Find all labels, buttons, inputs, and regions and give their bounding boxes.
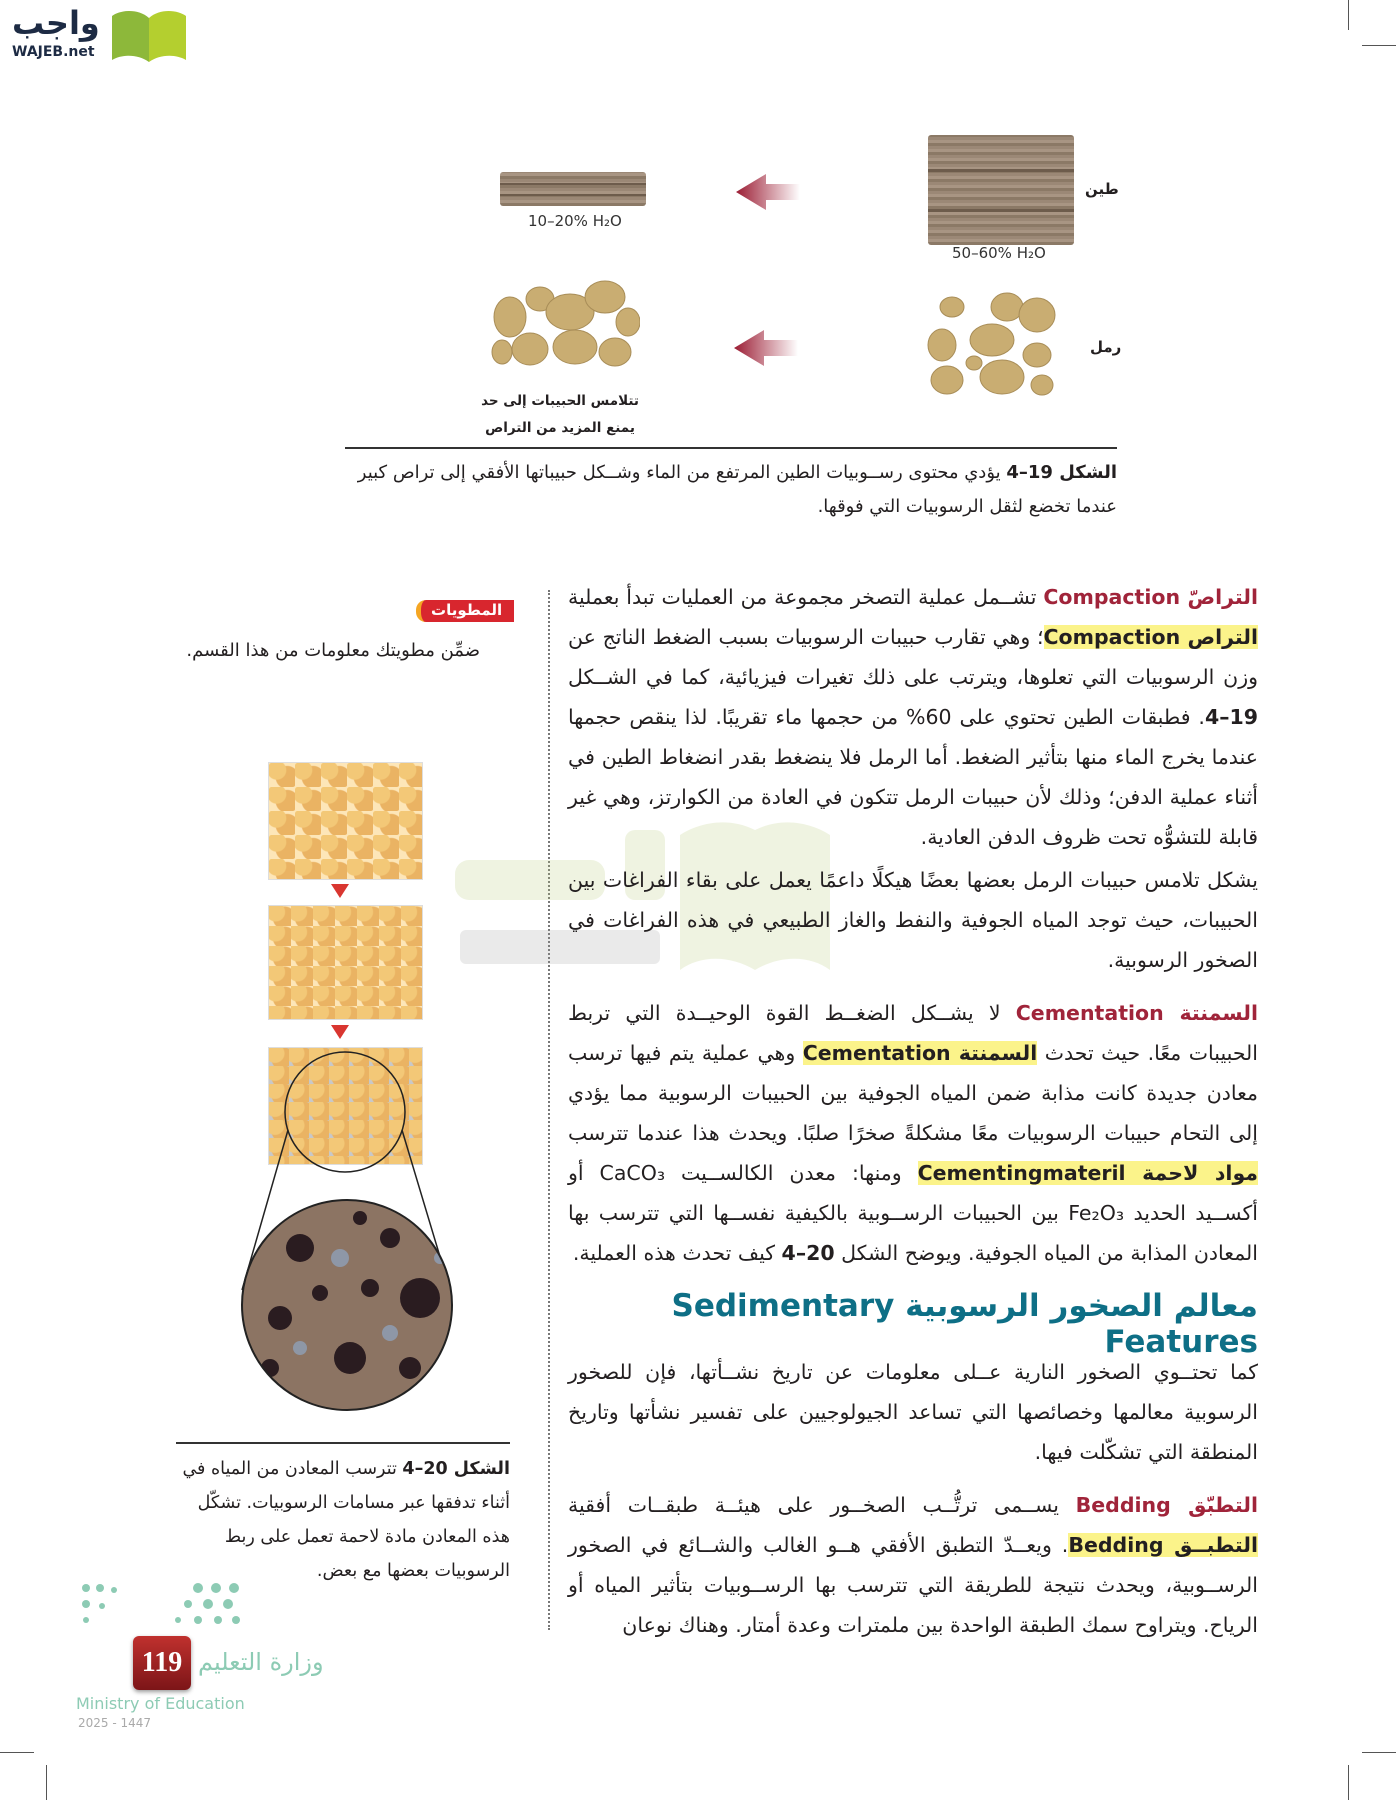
book-icon: [108, 6, 190, 64]
text: يســمى ترتُّــب الصخــور على هيئــة طبقــات أفقية: [568, 1493, 1076, 1517]
sand-loose-image: [922, 285, 1057, 400]
clay-before-image: [928, 135, 1074, 245]
highlight-term: السمنتة Cementation: [802, 1041, 1038, 1065]
text: ؛ وهي تقارب حبيبات الرسوبيات بسبب الضغط الناتج عن وزن الرسوبيات التي تعلوها، ويترتب على ذلك تغيرات فيزيائية، كما في الشــكل: [568, 625, 1258, 689]
text: تشــمل عملية التصخر مجموعة من العمليات تبدأ بعملية: [568, 585, 1044, 609]
sand-label: رمل: [1090, 338, 1122, 356]
highlight-term: مواد لاحمة Cementingmateril: [917, 1161, 1258, 1185]
clay-label: طين: [1085, 180, 1119, 198]
foldable-instruction: ضمِّن مطويتك معلومات من هذا القسم.: [186, 640, 480, 661]
text: لا يشــكل الضغــط القوة الوحيــدة التي تربط الحبيبات معًا. حيث تحدث: [568, 1001, 1258, 1065]
figure-ref[interactable]: 19–4: [1204, 705, 1258, 729]
divider: [176, 1442, 510, 1444]
column-divider: [548, 590, 550, 1630]
page-number: 119: [133, 1636, 191, 1690]
arrow-down-icon: [331, 1025, 349, 1039]
sand-paragraph: يشكل تلامس حبيبات الرمل بعضها بعضًا هيكلًا داعمًا يعمل على بقاء الفراغات بين الحبيبات، حيث توجد المياه الجوفية والنفط والغاز الطبيعي في هذه الفراغات في الصخور الرسوبية.: [568, 868, 1258, 972]
caption-text: تترسب المعادن من المياه في أثناء تدفقها عبر مسامات الرسوبيات. تشكّل هذه المعادن مادة لاحمة تعمل على ربط الرسوبيات بعضها مع بعض.: [182, 1459, 510, 1581]
thin-section-micrograph: [240, 1198, 454, 1412]
foldables-badge: المطويات: [416, 600, 514, 622]
ministry-arabic: وزارة التعليم: [198, 1648, 324, 1676]
term-compaction: التراصّ Compaction: [1043, 585, 1259, 609]
sand-note-line: تتلامس الحبيبات إلى حد: [481, 393, 639, 409]
wajeb-logo[interactable]: [8, 4, 188, 66]
text: . فطبقات الطين تحتوي على 60% من حجمها ماء تقريبًا. لذا ينقص حجمها عندما يخرج الماء منها بتأثير الضغط. أما الرمل فلا ينضغط بقدر انضغاط الطين في أثناء عملية الدفن؛ وذلك لأن حبيبات الرمل تتكون في العادة من الكوارتز، وهي غير قابلة للتشوُّه تحت ظروف الدفن العادية.: [568, 705, 1258, 849]
logo-arabic: واجب: [12, 4, 100, 42]
sand-note-line: يمنع المزيد من التراص: [485, 420, 635, 436]
clay-after-water: 10–20% H₂O: [528, 212, 622, 230]
sand-compacted-note: [470, 388, 650, 442]
crop-mark: [46, 1765, 47, 1800]
bedding-paragraph: [568, 1485, 1258, 1645]
ministry-logo-dots: [78, 1580, 248, 1632]
section-heading: معالم الصخور الرسوبية Sedimentary Features: [671, 1288, 1258, 1360]
highlight-term: التطبــق Bedding: [1068, 1533, 1259, 1557]
clay-after-image: [500, 172, 646, 206]
section-intro: كما تحتــوي الصخور النارية عــلى معلومات عن تاريخ نشــأتها، فإن للصخور الرسوبية معالمها وخصائصها التي تساعد الجيولوجيين على تفسير نشأتها وتاريخ المنطقة التي تشكّلت فيها.: [568, 1360, 1258, 1464]
figure-ref[interactable]: 20–4: [781, 1241, 835, 1265]
loose-grains-image: [268, 762, 423, 880]
ministry-english: Ministry of Education: [76, 1694, 245, 1713]
logo-latin: WAJEB.net: [12, 44, 95, 60]
crop-mark: [1348, 1765, 1349, 1800]
arrow-down-icon: [331, 884, 349, 898]
text: . ويعــدّ التطبق الأفقي هــو الغالب والشــائع في الصخور الرســوبية، ويحدث نتيجة للطريقة التي تترسب بها الرســوبيات بتأثير المياه أو الرياح. ويتراوح سمك الطبقة الواحدة بين ملمترات وعدة أمتار. وهناك نوعان: [568, 1533, 1258, 1637]
text: كيف تحدث هذه العملية.: [572, 1241, 782, 1265]
sand-compacted-image: [490, 277, 640, 372]
caption-text: يؤدي محتوى رســوبيات الطين المرتفع من الماء وشــكل حبيباتها الأفقي إلى تراص كبير عندما تخضع لثقل الرسوبيات التي فوقها.: [357, 462, 1117, 517]
highlight-term: التراص Compaction: [1043, 625, 1258, 649]
divider: [345, 447, 1117, 449]
term-bedding: التطبّق Bedding: [1075, 1493, 1258, 1517]
crop-mark: [0, 1752, 34, 1753]
packed-grains-image: [268, 905, 423, 1020]
figure-19-caption: [345, 456, 1117, 524]
crop-mark: [1348, 0, 1349, 30]
term-cementation: السمنتة Cementation: [1015, 1001, 1258, 1025]
arrow-left-icon: [734, 330, 798, 366]
caption-label: الشكل 19–4: [1006, 462, 1117, 483]
compaction-paragraph: [568, 577, 1258, 857]
clay-before-water: 50–60% H₂O: [952, 244, 1046, 262]
text: ومنها: معدن الكالســيت CaCO₃ أو أكســيد الحديد Fe₂O₃ بين الحبيبات الرســوبية بالكيفية نفســها التي تترسب بها المعادن المذابة من المياه الجوفية. ويوضح الشكل: [568, 1161, 1259, 1265]
crop-mark: [1362, 1752, 1396, 1753]
edition-year: 2025 - 1447: [78, 1716, 152, 1730]
text: وهي عملية يتم فيها ترسب معادن جديدة كانت مذابة ضمن المياه الجوفية بين الحبيبات الرسوبية مما يؤدي إلى التحام حبيبات الرسوبيات معًا مشكلةً صخرًا صلبًا. ويحدث هذا عندما تترسب: [568, 1041, 1258, 1145]
caption-label: الشكل 20–4: [402, 1459, 510, 1479]
crop-mark: [1362, 45, 1396, 46]
arrow-left-icon: [736, 174, 800, 210]
cementation-paragraph: [568, 993, 1258, 1273]
figure-20-caption: [176, 1452, 510, 1588]
